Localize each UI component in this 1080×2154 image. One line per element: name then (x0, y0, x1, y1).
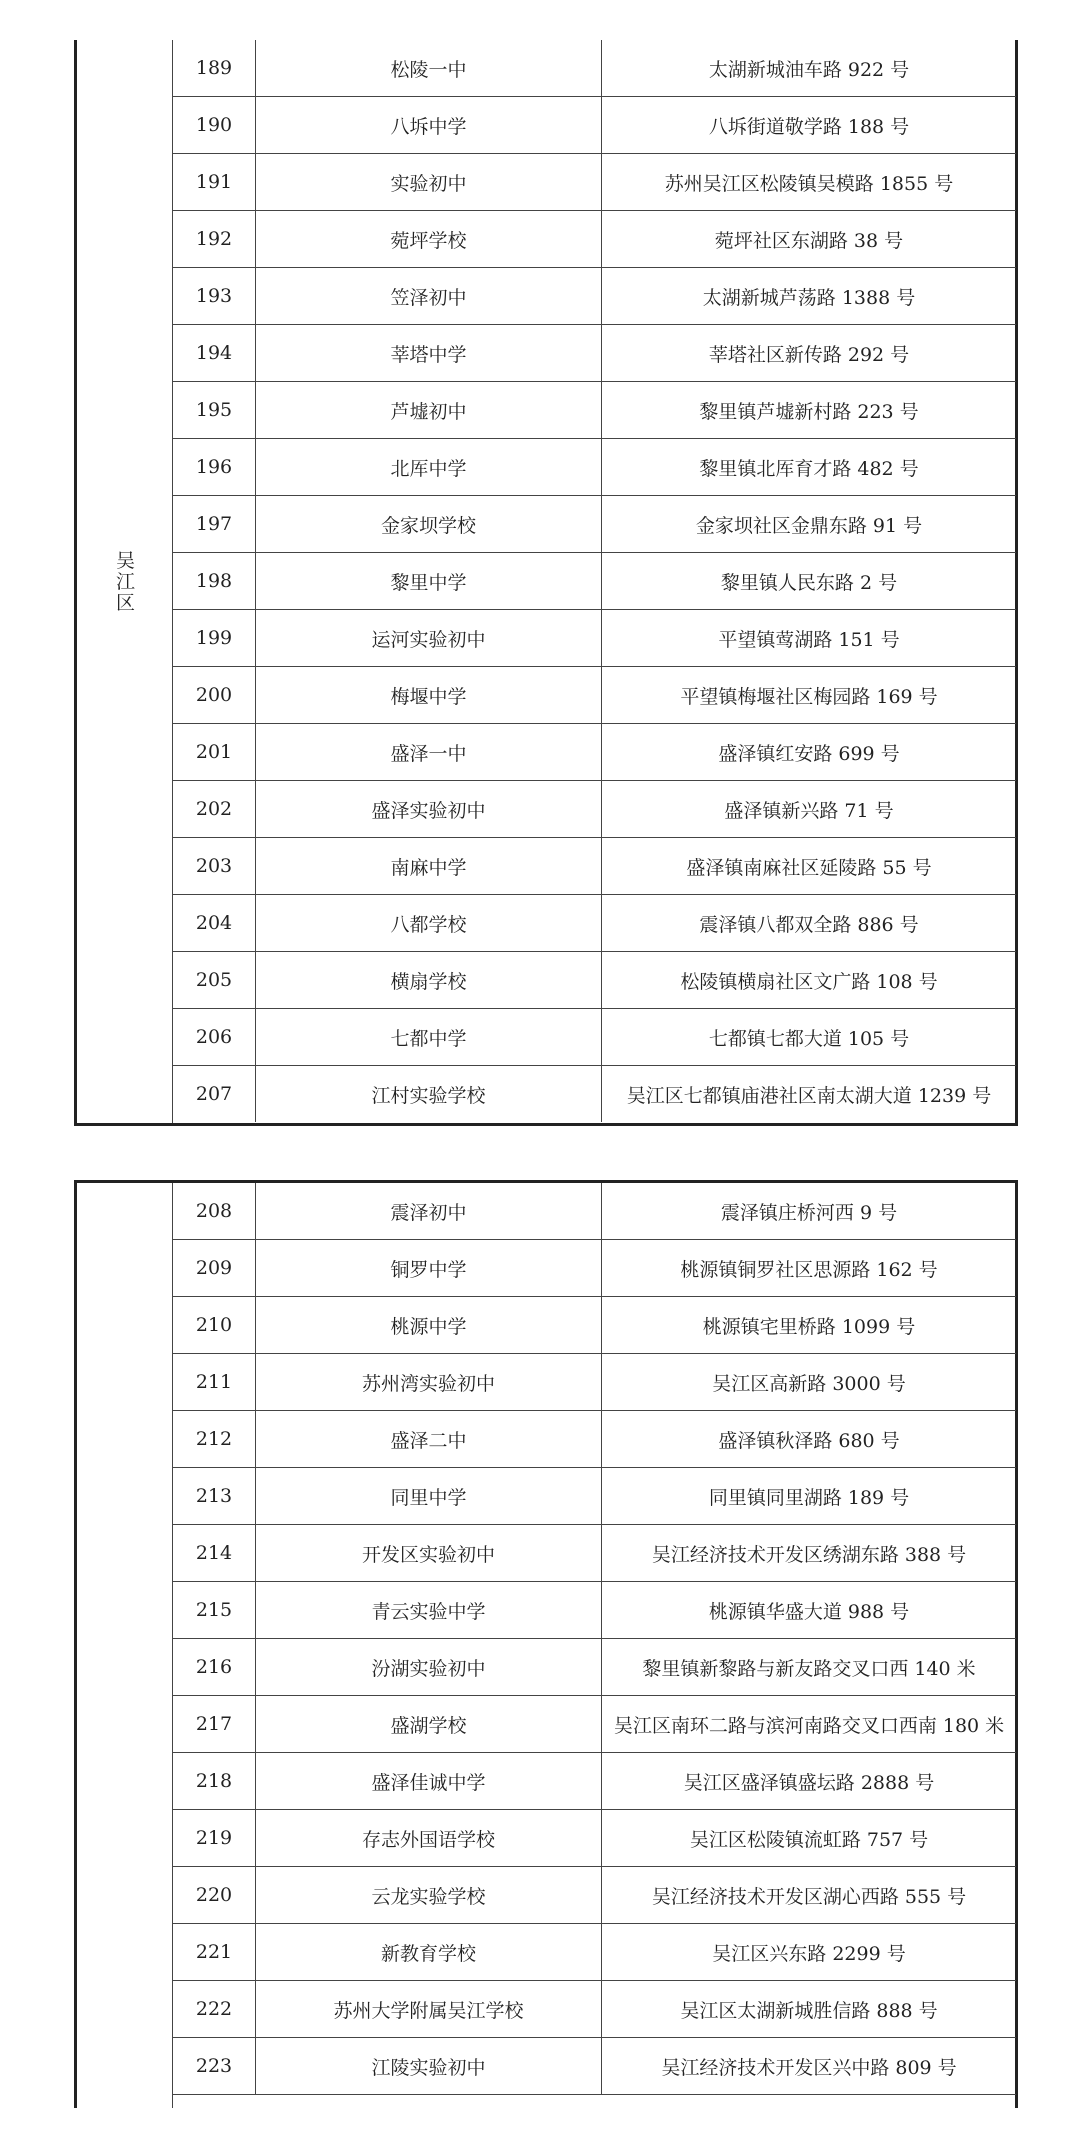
table-row (173, 553, 1017, 610)
row-number: 217 (173, 1696, 256, 1753)
table-row (173, 610, 1017, 667)
row-number: 206 (173, 1009, 256, 1066)
row-number: 210 (173, 1297, 256, 1354)
row-number: 218 (173, 1753, 256, 1810)
school-name: 开发区实验初中 (256, 1525, 602, 1582)
school-name: 北厍中学 (256, 439, 602, 496)
school-name: 莘塔中学 (256, 325, 602, 382)
school-name: 芦墟初中 (256, 382, 602, 439)
school-address: 黎里镇北厍育才路 482 号 (602, 439, 1017, 496)
school-name: 苏州大学附属吴江学校 (256, 1981, 602, 2038)
row-number: 213 (173, 1468, 256, 1525)
school-address: 吴江经济技术开发区兴中路 809 号 (602, 2038, 1017, 2095)
school-name: 盛泽佳诚中学 (256, 1753, 602, 1810)
school-table-page-1 (74, 40, 1018, 1126)
table-row (173, 268, 1017, 325)
school-address: 同里镇同里湖路 189 号 (602, 1468, 1017, 1525)
school-address: 震泽镇八都双全路 886 号 (602, 895, 1017, 952)
school-address: 七都镇七都大道 105 号 (602, 1009, 1017, 1066)
school-name: 铜罗中学 (256, 1240, 602, 1297)
table-row (173, 1867, 1017, 1924)
row-number: 196 (173, 439, 256, 496)
school-address: 太湖新城油车路 922 号 (602, 40, 1017, 97)
row-number: 222 (173, 1981, 256, 2038)
row-number: 203 (173, 838, 256, 895)
school-name: 盛泽一中 (256, 724, 602, 781)
school-name: 新教育学校 (256, 1924, 602, 1981)
row-number: 205 (173, 952, 256, 1009)
table-row (173, 1525, 1017, 1582)
row-number: 204 (173, 895, 256, 952)
school-address: 莘塔社区新传路 292 号 (602, 325, 1017, 382)
school-address: 盛泽镇南麻社区延陵路 55 号 (602, 838, 1017, 895)
school-address: 吴江区七都镇庙港社区南太湖大道 1239 号 (602, 1066, 1017, 1123)
row-number: 192 (173, 211, 256, 268)
school-address: 松陵镇横扇社区文广路 108 号 (602, 952, 1017, 1009)
row-number: 207 (173, 1066, 256, 1123)
table-row (173, 97, 1017, 154)
school-name: 江陵实验初中 (256, 2038, 602, 2095)
row-number: 211 (173, 1354, 256, 1411)
table-row (173, 724, 1017, 781)
school-address: 吴江经济技术开发区绣湖东路 388 号 (602, 1525, 1017, 1582)
school-name: 黎里中学 (256, 553, 602, 610)
table-row (173, 1411, 1017, 1468)
row-number: 208 (173, 1183, 256, 1240)
row-number: 214 (173, 1525, 256, 1582)
school-address: 吴江区松陵镇流虹路 757 号 (602, 1810, 1017, 1867)
table-row (173, 154, 1017, 211)
table-row (173, 838, 1017, 895)
row-number: 194 (173, 325, 256, 382)
school-name: 金家坝学校 (256, 496, 602, 553)
table-row (173, 1981, 1017, 2038)
school-name: 七都中学 (256, 1009, 602, 1066)
school-name: 盛泽实验初中 (256, 781, 602, 838)
table-row (173, 382, 1017, 439)
table-row (173, 325, 1017, 382)
row-number: 216 (173, 1639, 256, 1696)
table-row (173, 1696, 1017, 1753)
school-name: 南麻中学 (256, 838, 602, 895)
school-name: 八坼中学 (256, 97, 602, 154)
table-row (173, 2038, 1017, 2095)
school-name: 松陵一中 (256, 40, 602, 97)
school-address: 吴江区兴东路 2299 号 (602, 1924, 1017, 1981)
row-number: 197 (173, 496, 256, 553)
school-name: 同里中学 (256, 1468, 602, 1525)
school-name: 青云实验中学 (256, 1582, 602, 1639)
school-name: 震泽初中 (256, 1183, 602, 1240)
school-table (172, 40, 1016, 1122)
school-address: 吴江区太湖新城胜信路 888 号 (602, 1981, 1017, 2038)
school-name: 江村实验学校 (256, 1066, 602, 1123)
school-name: 苏州湾实验初中 (256, 1354, 602, 1411)
row-number: 193 (173, 268, 256, 325)
school-address: 平望镇莺湖路 151 号 (602, 610, 1017, 667)
row-number: 209 (173, 1240, 256, 1297)
school-name: 存志外国语学校 (256, 1810, 602, 1867)
table-row (173, 952, 1017, 1009)
school-address: 金家坝社区金鼎东路 91 号 (602, 496, 1017, 553)
school-address: 黎里镇人民东路 2 号 (602, 553, 1017, 610)
school-address: 盛泽镇红安路 699 号 (602, 724, 1017, 781)
district-column (77, 40, 173, 1123)
table-row (173, 1468, 1017, 1525)
table-row (173, 1297, 1017, 1354)
table-row (173, 1753, 1017, 1810)
district-label: 吴江区 (113, 550, 135, 613)
school-address: 桃源镇华盛大道 988 号 (602, 1582, 1017, 1639)
school-name: 云龙实验学校 (256, 1867, 602, 1924)
table-row (173, 1582, 1017, 1639)
table-row (173, 667, 1017, 724)
school-address: 震泽镇庄桥河西 9 号 (602, 1183, 1017, 1240)
school-address: 太湖新城芦荡路 1388 号 (602, 268, 1017, 325)
row-number: 212 (173, 1411, 256, 1468)
table-row (173, 895, 1017, 952)
school-address: 苏州吴江区松陵镇吴模路 1855 号 (602, 154, 1017, 211)
school-name: 笠泽初中 (256, 268, 602, 325)
school-address: 吴江经济技术开发区湖心西路 555 号 (602, 1867, 1017, 1924)
table-row (173, 439, 1017, 496)
row-number: 200 (173, 667, 256, 724)
school-name: 实验初中 (256, 154, 602, 211)
school-name: 盛湖学校 (256, 1696, 602, 1753)
table-row (173, 1183, 1017, 1240)
school-name: 八都学校 (256, 895, 602, 952)
school-address: 菀坪社区东湖路 38 号 (602, 211, 1017, 268)
school-address: 桃源镇宅里桥路 1099 号 (602, 1297, 1017, 1354)
school-address: 盛泽镇新兴路 71 号 (602, 781, 1017, 838)
table-row (173, 40, 1017, 97)
school-table (172, 1183, 1016, 2095)
table-row (173, 781, 1017, 838)
school-name: 汾湖实验初中 (256, 1639, 602, 1696)
school-address: 吴江区高新路 3000 号 (602, 1354, 1017, 1411)
school-address: 黎里镇新黎路与新友路交叉口西 140 米 (602, 1639, 1017, 1696)
row-number: 191 (173, 154, 256, 211)
school-address: 平望镇梅堰社区梅园路 169 号 (602, 667, 1017, 724)
school-name: 梅堰中学 (256, 667, 602, 724)
school-name: 横扇学校 (256, 952, 602, 1009)
table-row (173, 496, 1017, 553)
table-row (173, 1240, 1017, 1297)
table-row (173, 1009, 1017, 1066)
row-number: 215 (173, 1582, 256, 1639)
school-name: 桃源中学 (256, 1297, 602, 1354)
school-address: 盛泽镇秋泽路 680 号 (602, 1411, 1017, 1468)
school-address: 黎里镇芦墟新村路 223 号 (602, 382, 1017, 439)
table-row (173, 1354, 1017, 1411)
row-number: 202 (173, 781, 256, 838)
school-address: 吴江区盛泽镇盛坛路 2888 号 (602, 1753, 1017, 1810)
table-row (173, 211, 1017, 268)
school-address: 吴江区南环二路与滨河南路交叉口西南 180 米 (602, 1696, 1017, 1753)
district-column (77, 1183, 173, 2108)
row-number: 219 (173, 1810, 256, 1867)
school-name: 运河实验初中 (256, 610, 602, 667)
row-number: 223 (173, 2038, 256, 2095)
table-row (173, 1924, 1017, 1981)
table-row (173, 1066, 1017, 1123)
row-number: 220 (173, 1867, 256, 1924)
school-address: 八坼街道敬学路 188 号 (602, 97, 1017, 154)
school-name: 菀坪学校 (256, 211, 602, 268)
table-row (173, 1810, 1017, 1867)
row-number: 190 (173, 97, 256, 154)
row-number: 198 (173, 553, 256, 610)
table-row (173, 1639, 1017, 1696)
row-number: 199 (173, 610, 256, 667)
row-number: 201 (173, 724, 256, 781)
row-number: 221 (173, 1924, 256, 1981)
row-number: 195 (173, 382, 256, 439)
school-table-page-2 (74, 1180, 1018, 2108)
row-number: 189 (173, 40, 256, 97)
school-name: 盛泽二中 (256, 1411, 602, 1468)
school-address: 桃源镇铜罗社区思源路 162 号 (602, 1240, 1017, 1297)
